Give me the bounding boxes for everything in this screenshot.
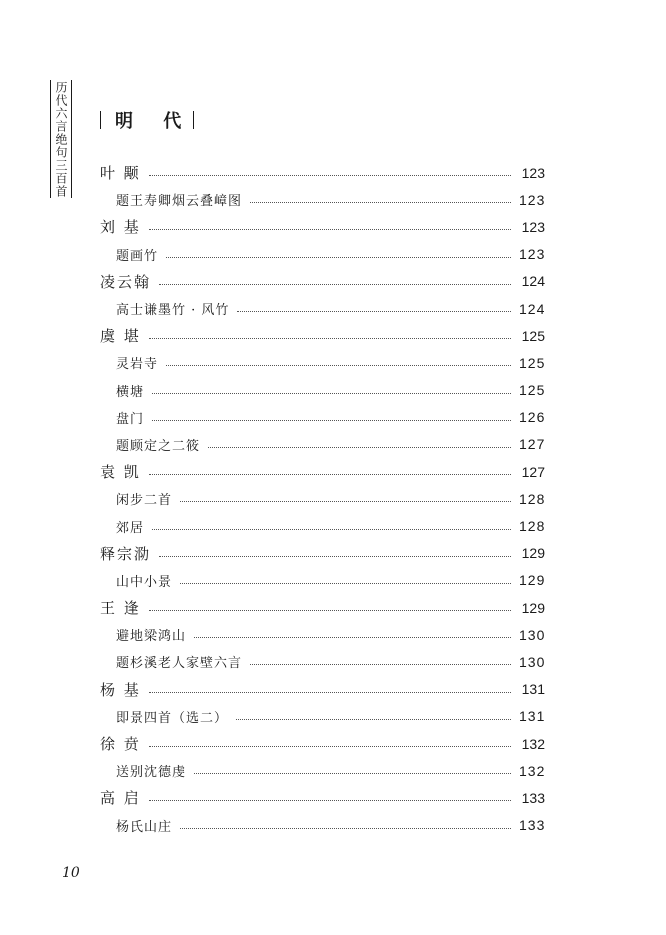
toc-author-entry bbox=[100, 594, 545, 621]
toc-poem-entry bbox=[100, 404, 545, 431]
running-header-book-title: 历代六言绝句三百首 bbox=[50, 80, 72, 198]
toc-entry-page: 130 bbox=[519, 653, 546, 670]
dot-leader bbox=[149, 338, 511, 339]
toc-author-entry bbox=[100, 730, 545, 757]
toc-entry-page: 131 bbox=[521, 681, 545, 698]
toc-author-entry bbox=[100, 458, 545, 485]
toc-poem-entry bbox=[100, 812, 545, 839]
dot-leader bbox=[166, 365, 511, 366]
dot-leader bbox=[149, 229, 511, 230]
toc-entry-label: 徐 贲 bbox=[100, 735, 141, 754]
toc-poem-entry bbox=[100, 241, 545, 268]
dot-leader bbox=[152, 393, 511, 394]
dot-leader bbox=[250, 202, 511, 203]
dot-leader bbox=[194, 773, 511, 774]
toc-author-entry bbox=[100, 540, 545, 567]
toc-entry-label: 刘 基 bbox=[100, 218, 141, 237]
toc-entry-page: 131 bbox=[519, 708, 546, 725]
dot-leader bbox=[149, 175, 511, 176]
page-number: 10 bbox=[62, 865, 80, 881]
toc-entry-page: 124 bbox=[521, 273, 545, 290]
toc-entry-label: 闲步二首 bbox=[116, 493, 173, 509]
toc-poem-entry bbox=[100, 703, 545, 730]
toc-author-entry bbox=[100, 784, 545, 811]
toc-entry-page: 129 bbox=[521, 599, 545, 616]
dot-leader bbox=[180, 501, 511, 502]
toc-entry-label: 避地梁鸿山 bbox=[116, 629, 187, 645]
toc-entry-page: 124 bbox=[519, 300, 546, 317]
toc-entry-page: 133 bbox=[521, 789, 545, 806]
toc-entry-label: 杨 基 bbox=[100, 680, 141, 699]
toc-entry-page: 125 bbox=[519, 382, 546, 399]
dot-leader bbox=[180, 828, 511, 829]
toc-entry-label: 郊居 bbox=[116, 520, 145, 536]
toc-entry-page: 123 bbox=[519, 191, 546, 208]
dot-leader bbox=[149, 610, 511, 611]
toc-poem-entry bbox=[100, 757, 545, 784]
toc-entry-page: 129 bbox=[519, 572, 546, 589]
toc-entry-label: 凌云翰 bbox=[100, 272, 152, 291]
toc-entry-page: 125 bbox=[521, 327, 545, 344]
section-heading-text: 明 代 bbox=[115, 111, 194, 132]
toc-entry-page: 133 bbox=[519, 817, 546, 834]
toc-poem-entry bbox=[100, 485, 545, 512]
toc-entry-label: 横塘 bbox=[116, 384, 145, 400]
toc-poem-entry bbox=[100, 621, 545, 648]
toc-entry-page: 123 bbox=[521, 164, 545, 181]
toc-entry-page: 132 bbox=[519, 762, 546, 779]
dot-leader bbox=[208, 447, 511, 448]
toc-entry-page: 123 bbox=[521, 218, 545, 235]
dot-leader bbox=[159, 284, 511, 285]
toc-entry-page: 128 bbox=[519, 518, 546, 535]
toc-poem-entry bbox=[100, 377, 545, 404]
toc-entry-label: 高 启 bbox=[100, 789, 141, 808]
toc-entry-label: 杨氏山庄 bbox=[116, 819, 173, 835]
dot-leader bbox=[180, 583, 511, 584]
dot-leader bbox=[159, 556, 511, 557]
dot-leader bbox=[149, 746, 511, 747]
toc-poem-entry bbox=[100, 295, 545, 322]
toc-entry-label: 山中小景 bbox=[116, 574, 173, 590]
toc-entry-page: 130 bbox=[519, 626, 546, 643]
toc-author-entry bbox=[100, 676, 545, 703]
toc-entry-label: 虞 堪 bbox=[100, 327, 141, 346]
toc-author-entry bbox=[100, 268, 545, 295]
table-of-contents bbox=[100, 159, 545, 839]
heading-bar-right bbox=[193, 111, 194, 129]
dot-leader bbox=[236, 719, 511, 720]
toc-entry-label: 题王寿卿烟云叠嶂图 bbox=[116, 194, 243, 210]
toc-poem-entry bbox=[100, 349, 545, 376]
toc-entry-label: 叶 颙 bbox=[100, 164, 141, 183]
dot-leader bbox=[149, 800, 511, 801]
dot-leader bbox=[149, 474, 511, 475]
toc-author-entry bbox=[100, 322, 545, 349]
heading-bar-left bbox=[100, 111, 101, 129]
toc-entry-label: 题顾定之二筱 bbox=[116, 438, 201, 454]
dot-leader bbox=[166, 257, 511, 258]
toc-entry-label: 即景四首（选二） bbox=[116, 710, 229, 726]
section-heading bbox=[100, 107, 194, 133]
toc-entry-page: 126 bbox=[519, 409, 546, 426]
toc-entry-page: 128 bbox=[519, 490, 546, 507]
toc-entry-page: 127 bbox=[521, 463, 545, 480]
toc-author-entry bbox=[100, 213, 545, 240]
toc-entry-label: 灵岩寺 bbox=[116, 357, 159, 373]
toc-entry-label: 送别沈德虔 bbox=[116, 765, 187, 781]
toc-entry-label: 题杉溪老人家壁六言 bbox=[116, 656, 243, 672]
toc-poem-entry bbox=[100, 567, 545, 594]
toc-entry-page: 125 bbox=[519, 354, 546, 371]
dot-leader bbox=[250, 664, 511, 665]
toc-entry-page: 123 bbox=[519, 246, 546, 263]
toc-entry-page: 132 bbox=[521, 735, 545, 752]
dot-leader bbox=[194, 637, 511, 638]
toc-entry-label: 盘门 bbox=[116, 411, 145, 427]
toc-entry-label: 高士谦墨竹 · 风竹 bbox=[116, 303, 230, 319]
dot-leader bbox=[149, 692, 511, 693]
toc-poem-entry bbox=[100, 431, 545, 458]
dot-leader bbox=[152, 529, 511, 530]
toc-entry-label: 王 逢 bbox=[100, 599, 141, 618]
toc-entry-label: 释宗泐 bbox=[100, 544, 152, 563]
toc-poem-entry bbox=[100, 512, 545, 539]
dot-leader bbox=[152, 420, 511, 421]
dot-leader bbox=[237, 311, 511, 312]
toc-entry-page: 127 bbox=[519, 436, 546, 453]
toc-poem-entry bbox=[100, 648, 545, 675]
toc-poem-entry bbox=[100, 186, 545, 213]
toc-entry-label: 题画竹 bbox=[116, 248, 159, 264]
toc-author-entry bbox=[100, 159, 545, 186]
toc-entry-page: 129 bbox=[521, 545, 545, 562]
toc-entry-label: 袁 凯 bbox=[100, 463, 141, 482]
